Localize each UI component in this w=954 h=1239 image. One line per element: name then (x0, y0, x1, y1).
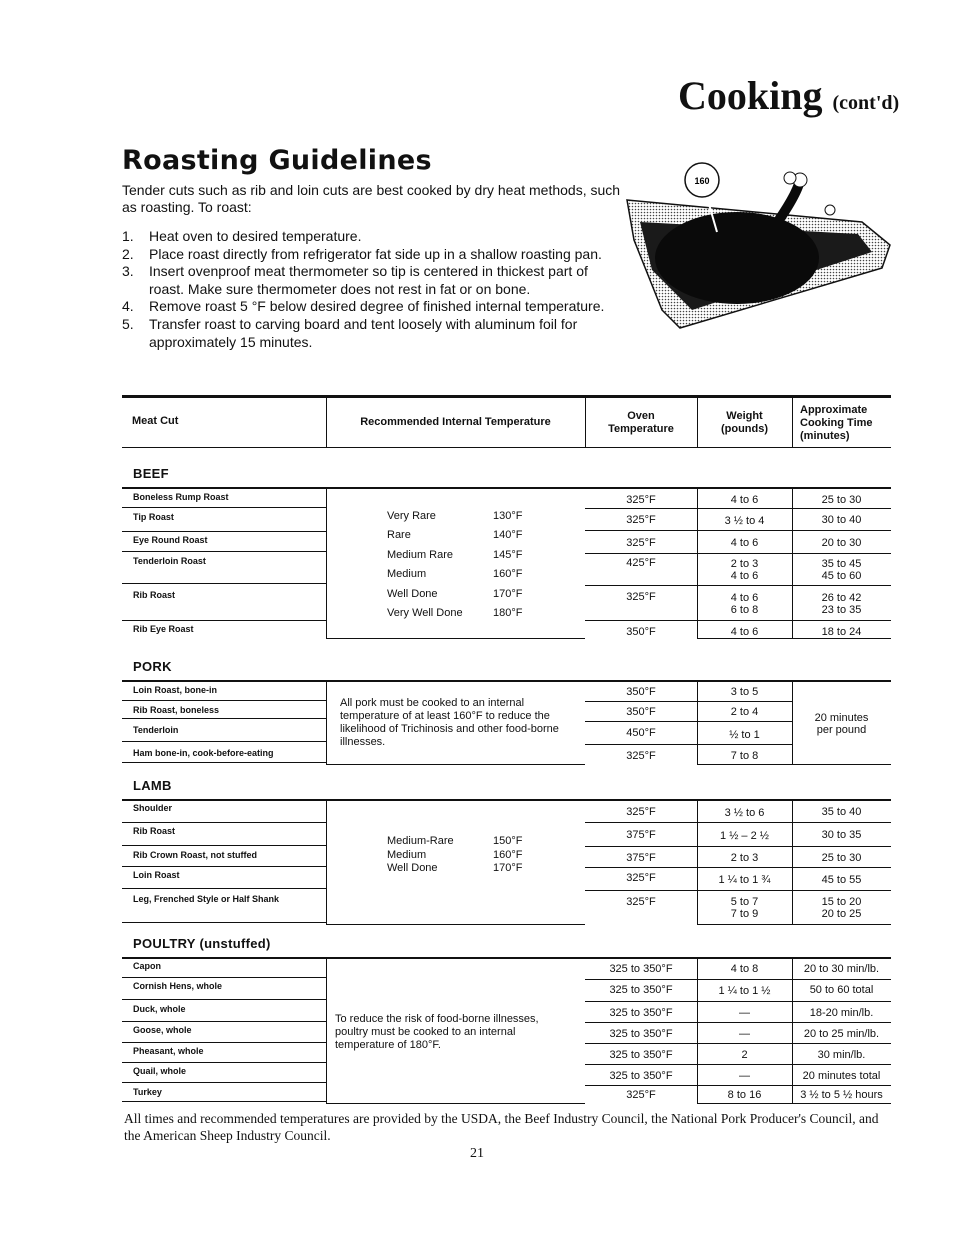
cook-time: 26 to 42 23 to 35 (821, 592, 862, 616)
cook-time: 20 to 25 min/lb. (803, 1028, 880, 1040)
header-internal-temp: Recommended Internal Temperature (360, 416, 551, 428)
header-oven-temp: Oven Temperature (608, 410, 674, 435)
cook-time: 18 to 24 (821, 626, 862, 638)
cook-time: 18-20 min/lb. (809, 1007, 874, 1019)
thermometer-dial-label: 160 (694, 176, 710, 186)
page-header (678, 72, 899, 119)
section-title: Roasting Guidelines (122, 145, 432, 176)
weight: — (739, 1070, 750, 1082)
cut-name: Boneless Rump Roast (133, 492, 229, 502)
weight: 4 to 6 (730, 494, 759, 506)
intro-text: Tender cuts such as rib and loin cuts are best cooked by dry heat methods, such as roasting. To roast: (122, 182, 621, 215)
cook-time: 35 to 40 (821, 806, 862, 818)
cut-name: Tenderloin (133, 725, 179, 735)
weight: 4 to 6 (730, 537, 759, 549)
weight: — (739, 1028, 750, 1040)
oven-temp: 350°F (626, 626, 656, 638)
header-title: Cooking (678, 73, 823, 118)
cook-time: 30 to 35 (821, 829, 862, 841)
oven-temp: 325°F (626, 537, 656, 549)
weight: 2 to 4 (730, 706, 759, 718)
roasting-steps (122, 228, 622, 351)
weight: 5 to 7 7 to 9 (730, 896, 759, 920)
oven-temp: 375°F (626, 852, 656, 864)
oven-temp: 325°F (626, 896, 656, 908)
weight: 7 to 8 (730, 750, 759, 762)
oven-temp: 325°F (626, 1089, 656, 1101)
oven-temp: 325 to 350°F (609, 1070, 673, 1082)
cut-name: Goose, whole (133, 1025, 192, 1035)
weight: 1 ½ – 2 ½ (720, 830, 769, 842)
pork-note: All pork must be cooked to an internal temperature of at least 160°F to reduce the likelihood of Trichinosis and other food-borne illnesses. (340, 697, 559, 748)
oven-temp: 325°F (626, 806, 656, 818)
cook-time: 20 minutes per pound (814, 712, 869, 736)
header-suffix: (cont'd) (832, 92, 900, 114)
cut-name: Rib Eye Roast (133, 624, 194, 634)
weight: — (739, 1007, 750, 1019)
oven-temp: 325 to 350°F (609, 1007, 673, 1019)
cook-time: 3 ½ to 5 ½ hours (800, 1089, 883, 1101)
cook-time: 35 to 45 45 to 60 (821, 558, 862, 582)
cut-name: Rib Roast (133, 590, 176, 600)
header-weight: Weight (pounds) (720, 410, 769, 435)
oven-temp: 325°F (626, 750, 656, 762)
weight: 4 to 6 (730, 626, 759, 638)
oven-temp: 350°F (626, 686, 656, 698)
header-meat-cut: Meat Cut (132, 415, 179, 427)
weight: 2 to 3 4 to 6 (730, 558, 759, 582)
cut-name: Rib Crown Roast, not stuffed (133, 850, 257, 860)
roast-pan-illustration (622, 160, 892, 330)
cook-time: 45 to 55 (821, 874, 862, 886)
step-item: 3. Insert ovenproof meat thermometer so tip is centered in thickest part of roast. Make sure thermometer does not rest in fat or on bone. (122, 263, 588, 297)
category-beef: BEEF (133, 466, 169, 481)
oven-temp: 375°F (626, 829, 656, 841)
cook-time: 20 to 30 (821, 537, 862, 549)
oven-temp: 325 to 350°F (609, 1049, 673, 1061)
cut-name: Pheasant, whole (133, 1046, 204, 1056)
weight: 2 to 3 (730, 852, 759, 864)
beef-internal-temps: Very Rare 130°F Rare 140°F Medium Rare 145°F Medium 160°F Well Done 170°F Very Well Done 180°F (387, 510, 523, 620)
oven-temp: 425°F (626, 557, 656, 569)
cook-time: 25 to 30 (821, 494, 862, 506)
oven-temp: 325 to 350°F (609, 1028, 673, 1040)
cook-time: 50 to 60 total (809, 984, 874, 996)
cook-time: 15 to 20 20 to 25 (821, 896, 862, 920)
cut-name: Rib Roast (133, 826, 176, 836)
cut-name: Shoulder (133, 803, 173, 813)
oven-temp: 350°F (626, 706, 656, 718)
step-item: 1. Heat oven to desired temperature. (122, 228, 362, 244)
oven-temp: 325 to 350°F (609, 984, 673, 996)
cut-name: Tenderloin Roast (133, 556, 206, 566)
weight: 2 (741, 1049, 748, 1061)
cut-name: Loin Roast (133, 870, 180, 880)
cook-time: 20 minutes total (802, 1070, 881, 1082)
step-item: 2. Place roast directly from refrigerator fat side up in a shallow roasting pan. (122, 245, 602, 262)
cut-name: Tip Roast (133, 512, 174, 522)
cut-name: Cornish Hens, whole (133, 981, 223, 991)
cook-time: 25 to 30 (821, 852, 862, 864)
cut-name: Rib Roast, boneless (133, 705, 220, 715)
cut-name: Duck, whole (133, 1004, 186, 1014)
weight: 8 to 16 (727, 1089, 762, 1101)
cut-name: Leg, Frenched Style or Half Shank (133, 894, 280, 904)
oven-temp: 450°F (626, 727, 656, 739)
step-item: 4. Remove roast 5 °F below desired degree of finished internal temperature. (122, 298, 605, 315)
category-lamb: LAMB (133, 778, 172, 793)
header-cooking-time: Approximate Cooking Time (minutes) (800, 404, 873, 442)
weight: 3 ½ to 6 (724, 807, 765, 819)
lamb-internal-temps: Medium-Rare 150°F Medium 160°F Well Done 170°F (387, 835, 523, 874)
cut-name: Quail, whole (133, 1066, 187, 1076)
cut-name: Turkey (133, 1087, 162, 1097)
oven-temp: 325°F (626, 591, 656, 603)
cook-time: 20 to 30 min/lb. (803, 963, 880, 975)
cut-name: Ham bone-in, cook-before-eating (133, 748, 274, 758)
weight: 4 to 8 (730, 963, 759, 975)
cut-name: Capon (133, 961, 161, 971)
weight: 3 ½ to 4 (724, 515, 765, 527)
category-pork: PORK (133, 659, 172, 674)
category-poultry: POULTRY (unstuffed) (133, 936, 271, 951)
oven-temp: 325°F (626, 494, 656, 506)
poultry-note: To reduce the risk of food-borne illnesses, poultry must be cooked to an internal temperature of 180°F. (335, 1013, 539, 1051)
cut-name: Eye Round Roast (133, 535, 208, 545)
cook-time: 30 min/lb. (817, 1049, 866, 1061)
cook-time: 30 to 40 (821, 514, 862, 526)
weight: 1 ¼ to 1 ¾ (718, 874, 771, 886)
oven-temp: 325°F (626, 514, 656, 526)
footer-note: All times and recommended temperatures are provided by the USDA, the Beef Industry Council, the National Pork Producer's Council, and the American Sheep Industry Council. (124, 1111, 879, 1143)
cut-name: Loin Roast, bone-in (133, 685, 217, 695)
weight: 3 to 5 (730, 686, 759, 698)
weight: 1 ¼ to 1 ½ (718, 985, 771, 997)
oven-temp: 325 to 350°F (609, 963, 673, 975)
step-item: 5. Transfer roast to carving board and tent loosely with aluminum foil for approximately 15 minutes. (122, 315, 578, 350)
oven-temp: 325°F (626, 872, 656, 884)
weight: 4 to 6 6 to 8 (730, 592, 759, 616)
page-number: 21 (470, 1146, 484, 1161)
weight: ½ to 1 (729, 729, 760, 741)
